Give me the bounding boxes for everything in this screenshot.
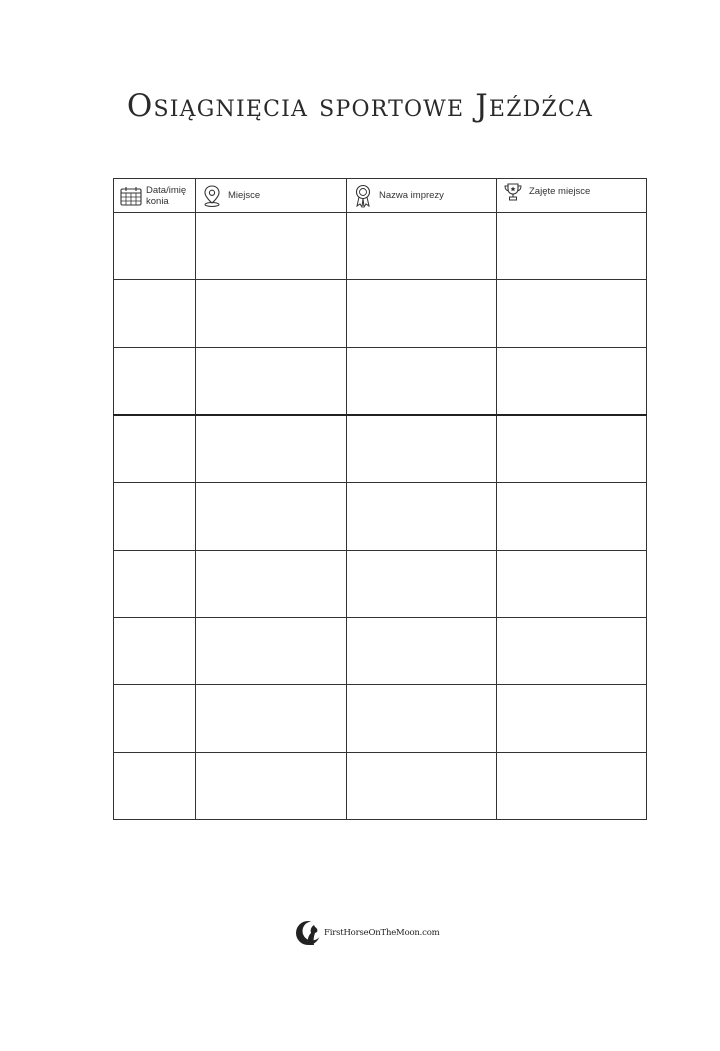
table-cell[interactable]	[196, 415, 347, 483]
table-cell[interactable]	[497, 483, 647, 550]
table-cell[interactable]	[114, 280, 196, 347]
table-cell[interactable]	[114, 483, 196, 550]
table-cell[interactable]	[196, 347, 347, 415]
table-cell[interactable]	[114, 550, 196, 617]
table-cell[interactable]	[347, 550, 497, 617]
table-cell[interactable]	[114, 213, 196, 280]
table-cell[interactable]	[497, 752, 647, 819]
location-pin-icon	[202, 185, 222, 207]
header-cell-place	[196, 179, 347, 213]
header-cell-rank	[497, 179, 647, 213]
award-ribbon-icon	[353, 184, 373, 208]
table-row	[114, 685, 647, 752]
page-title: Osiągnięcia sportowe Jeźdźca	[126, 88, 594, 124]
calendar-icon	[120, 186, 142, 206]
table-cell[interactable]	[347, 483, 497, 550]
table-cell[interactable]	[347, 685, 497, 752]
table-cell[interactable]	[497, 685, 647, 752]
header-label-event: Nazwa imprezy	[379, 190, 444, 201]
table-cell[interactable]	[196, 550, 347, 617]
table-cell[interactable]	[114, 347, 196, 415]
header-cell-event	[347, 179, 497, 213]
table-cell[interactable]	[196, 752, 347, 819]
trophy-icon	[503, 183, 523, 201]
table-cell[interactable]	[196, 280, 347, 347]
table-row	[114, 415, 647, 483]
table-row	[114, 280, 647, 347]
table-cell[interactable]	[196, 618, 347, 685]
table-row	[114, 347, 647, 415]
table-header-row	[114, 179, 647, 213]
table-cell[interactable]	[114, 752, 196, 819]
table-cell[interactable]	[114, 685, 196, 752]
header-label-date: Data/imię konia	[146, 184, 187, 207]
table-row	[114, 752, 647, 819]
footer-website[interactable]: FirstHorseOnTheMoon.com	[324, 928, 440, 938]
table-row	[114, 550, 647, 617]
table-cell[interactable]	[497, 213, 647, 280]
table-cell[interactable]	[196, 213, 347, 280]
table-row	[114, 213, 647, 280]
footer	[294, 918, 440, 948]
header-cell-date	[114, 179, 196, 213]
table-cell[interactable]	[497, 347, 647, 415]
horse-head-moon-logo	[294, 918, 322, 948]
table-cell[interactable]	[497, 280, 647, 347]
achievements-table	[113, 178, 647, 820]
header-label-place: Miejsce	[228, 190, 261, 201]
table-cell[interactable]	[497, 550, 647, 617]
table-cell[interactable]	[347, 752, 497, 819]
header-label-rank: Zajęte miejsce	[529, 186, 591, 197]
table-cell[interactable]	[347, 280, 497, 347]
table-cell[interactable]	[347, 618, 497, 685]
table-cell[interactable]	[196, 483, 347, 550]
table-cell[interactable]	[114, 415, 196, 483]
table-cell[interactable]	[347, 415, 497, 483]
table-cell[interactable]	[347, 347, 497, 415]
table-row	[114, 483, 647, 550]
table-cell[interactable]	[497, 618, 647, 685]
table-cell[interactable]	[347, 213, 497, 280]
table-cell[interactable]	[196, 685, 347, 752]
table-cell[interactable]	[114, 618, 196, 685]
table-row	[114, 618, 647, 685]
table-cell[interactable]	[497, 415, 647, 483]
